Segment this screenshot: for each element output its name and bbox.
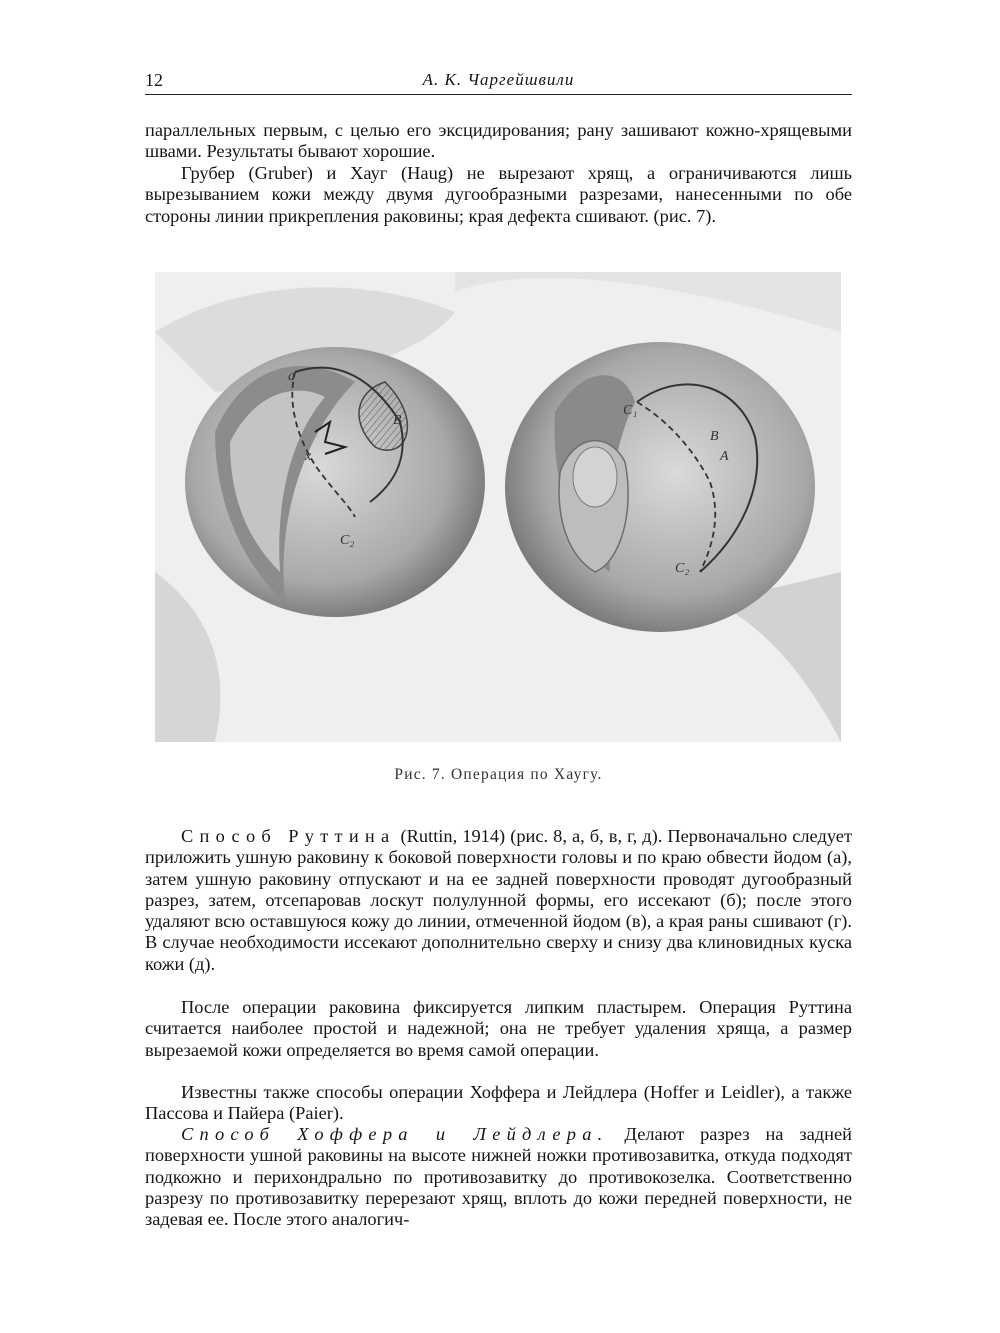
page-number: 12 — [145, 70, 163, 90]
label-right-c2: C₂ — [675, 561, 690, 576]
paragraph-2: Грубер (Gruber) и Хауг (Haug) не вырезают хрящ, а ограничиваются лишь вырезыванием кожи между двумя дугообразными разрезами, нанесенными по обе стороны линии прикрепления раковины; края дефекта сшивают. (рис. 7). — [145, 163, 852, 226]
label-left-b: В — [393, 413, 402, 428]
label-left-x: x — [305, 449, 312, 464]
method-title-ruttin: Способ Руттина — [181, 826, 396, 846]
paragraph-1: параллельных первым, с целью его эксцидирования; рану зашивают кожно-хрящевыми швами. Результаты бывают хорошие. — [145, 120, 852, 162]
paragraph-6-body: Делают разрез на задней поверхности ушной раковины на высоте нижней ножки противозавитка, откуда подходят подкожно и перихондрально по противозавитку до противокозелка. Соответственно разрезу по противозавитку перерезают хрящ, вплоть до кожи передней поверхности, не задевая ее. После этого аналогич- — [145, 1124, 852, 1230]
paragraph-3 — [145, 826, 852, 975]
page-header — [145, 70, 852, 95]
right-ear-region — [505, 342, 815, 632]
figure-illustration — [155, 272, 841, 742]
paragraph-5: Известны также способы операции Хоффера и Лейдлера (Hoffer и Leidler), а также Пассова и Пайера (Paier). — [145, 1082, 852, 1124]
paragraph-6 — [145, 1124, 852, 1230]
label-right-c1: C₁ — [623, 403, 638, 418]
running-title: А. К. Чаргейшвили — [422, 70, 575, 89]
method-title-hoffer-leidler: Способ Хоффера и Лейдлера. — [181, 1124, 609, 1144]
figure-drawing — [155, 272, 841, 742]
label-right-b: B — [710, 429, 719, 444]
label-left-a: а — [288, 369, 295, 384]
label-right-a: A — [720, 449, 729, 464]
paragraph-4: После операции раковина фиксируется липким пластырем. Операция Руттина считается наиболее простой и надежной; она не требует удаления хряща, а размер вырезаемой кожи определяется во время самой операции. — [145, 997, 852, 1060]
label-left-c: C₂ — [340, 533, 355, 548]
paragraph-3-body: (Ruttin, 1914) (рис. 8, а, б, в, г, д). Первоначально следует приложить ушную раковину к боковой поверхности головы и по краю обвести йодом (а), затем ушную раковину отпускают и на ее задней поверхности проводят дугообразный разрез, затем, отсепаровав лоскут полулунной формы, его иссекают (б); после этого удаляют всю оставшуюся кожу до линии, отмеченной йодом (в), а края раны сшивают (г). В случае необходимости иссекают дополнительно сверху и снизу два клиновидных куска кожи (д). — [145, 826, 852, 974]
figure-caption: Рис. 7. Операция по Хаугу. — [394, 766, 603, 783]
